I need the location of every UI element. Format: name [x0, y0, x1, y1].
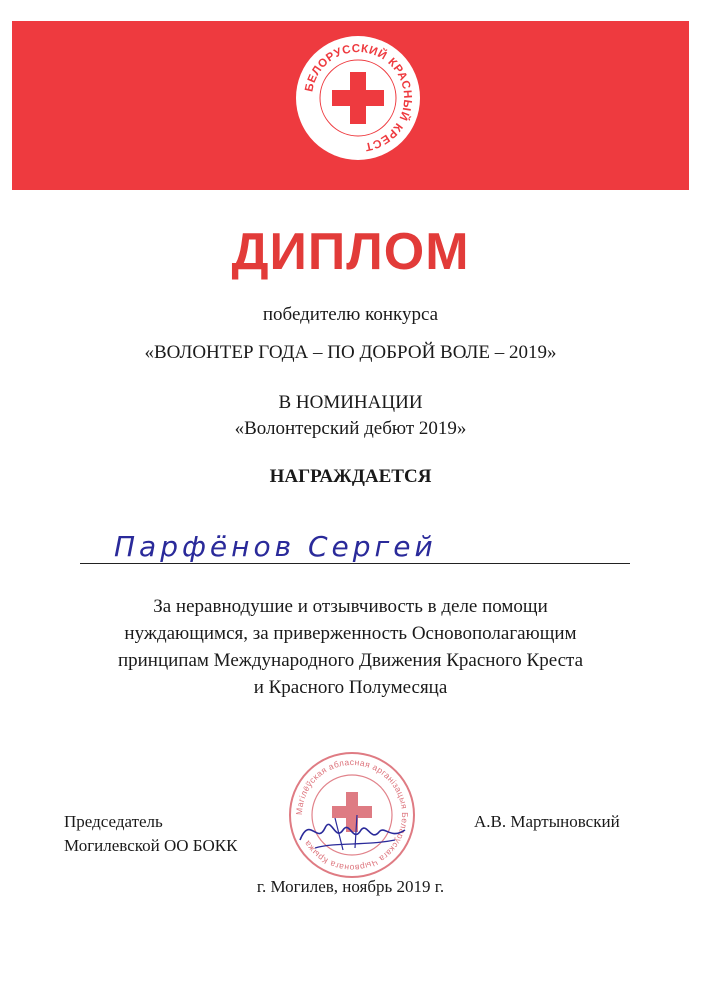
document-title: ДИПЛОМ [231, 223, 470, 281]
awarded-label: НАГРАЖДАЕТСЯ [269, 466, 432, 487]
recipient-underline [80, 563, 630, 564]
stamp-text: Магілёўская абласная арганізацыя Беларускага Чырвонага Крыжа [293, 756, 411, 874]
reason-line: нуждающимся, за приверженность Основополагающим [124, 623, 577, 644]
logo-ring-text: БЕЛОРУССКИЙ КРАСНЫЙ КРЕСТ [303, 42, 414, 153]
reason-line: и Красного Полумесяца [253, 677, 448, 698]
nomination-label: В НОМИНАЦИИ [278, 392, 423, 413]
award-reason [0, 593, 701, 701]
reason-line: принципам Международного Движения Красного Креста [117, 650, 584, 671]
position-line: Могилевской ОО БОКК [64, 836, 238, 855]
red-cross-logo [294, 34, 422, 162]
contest-name: «ВОЛОНТЕР ГОДА – ПО ДОБРОЙ ВОЛЕ – 2019» [144, 342, 557, 363]
subtitle: победителю конкурса [262, 304, 439, 325]
reason-line: За неравнодушие и отзывчивость в деле помощи [153, 596, 548, 617]
handwritten-signature [295, 800, 415, 860]
position-line: Председатель [64, 812, 163, 831]
nomination-name: «Волонтерский дебют 2019» [234, 418, 467, 439]
recipient-name: Парфёнов Сергей [114, 530, 437, 563]
place-date: г. Могилев, ноябрь 2019 г. [256, 877, 445, 896]
signatory-position [64, 810, 237, 858]
signatory-name: А.В. Мартыновский [474, 812, 620, 831]
recipient-field [80, 528, 630, 568]
